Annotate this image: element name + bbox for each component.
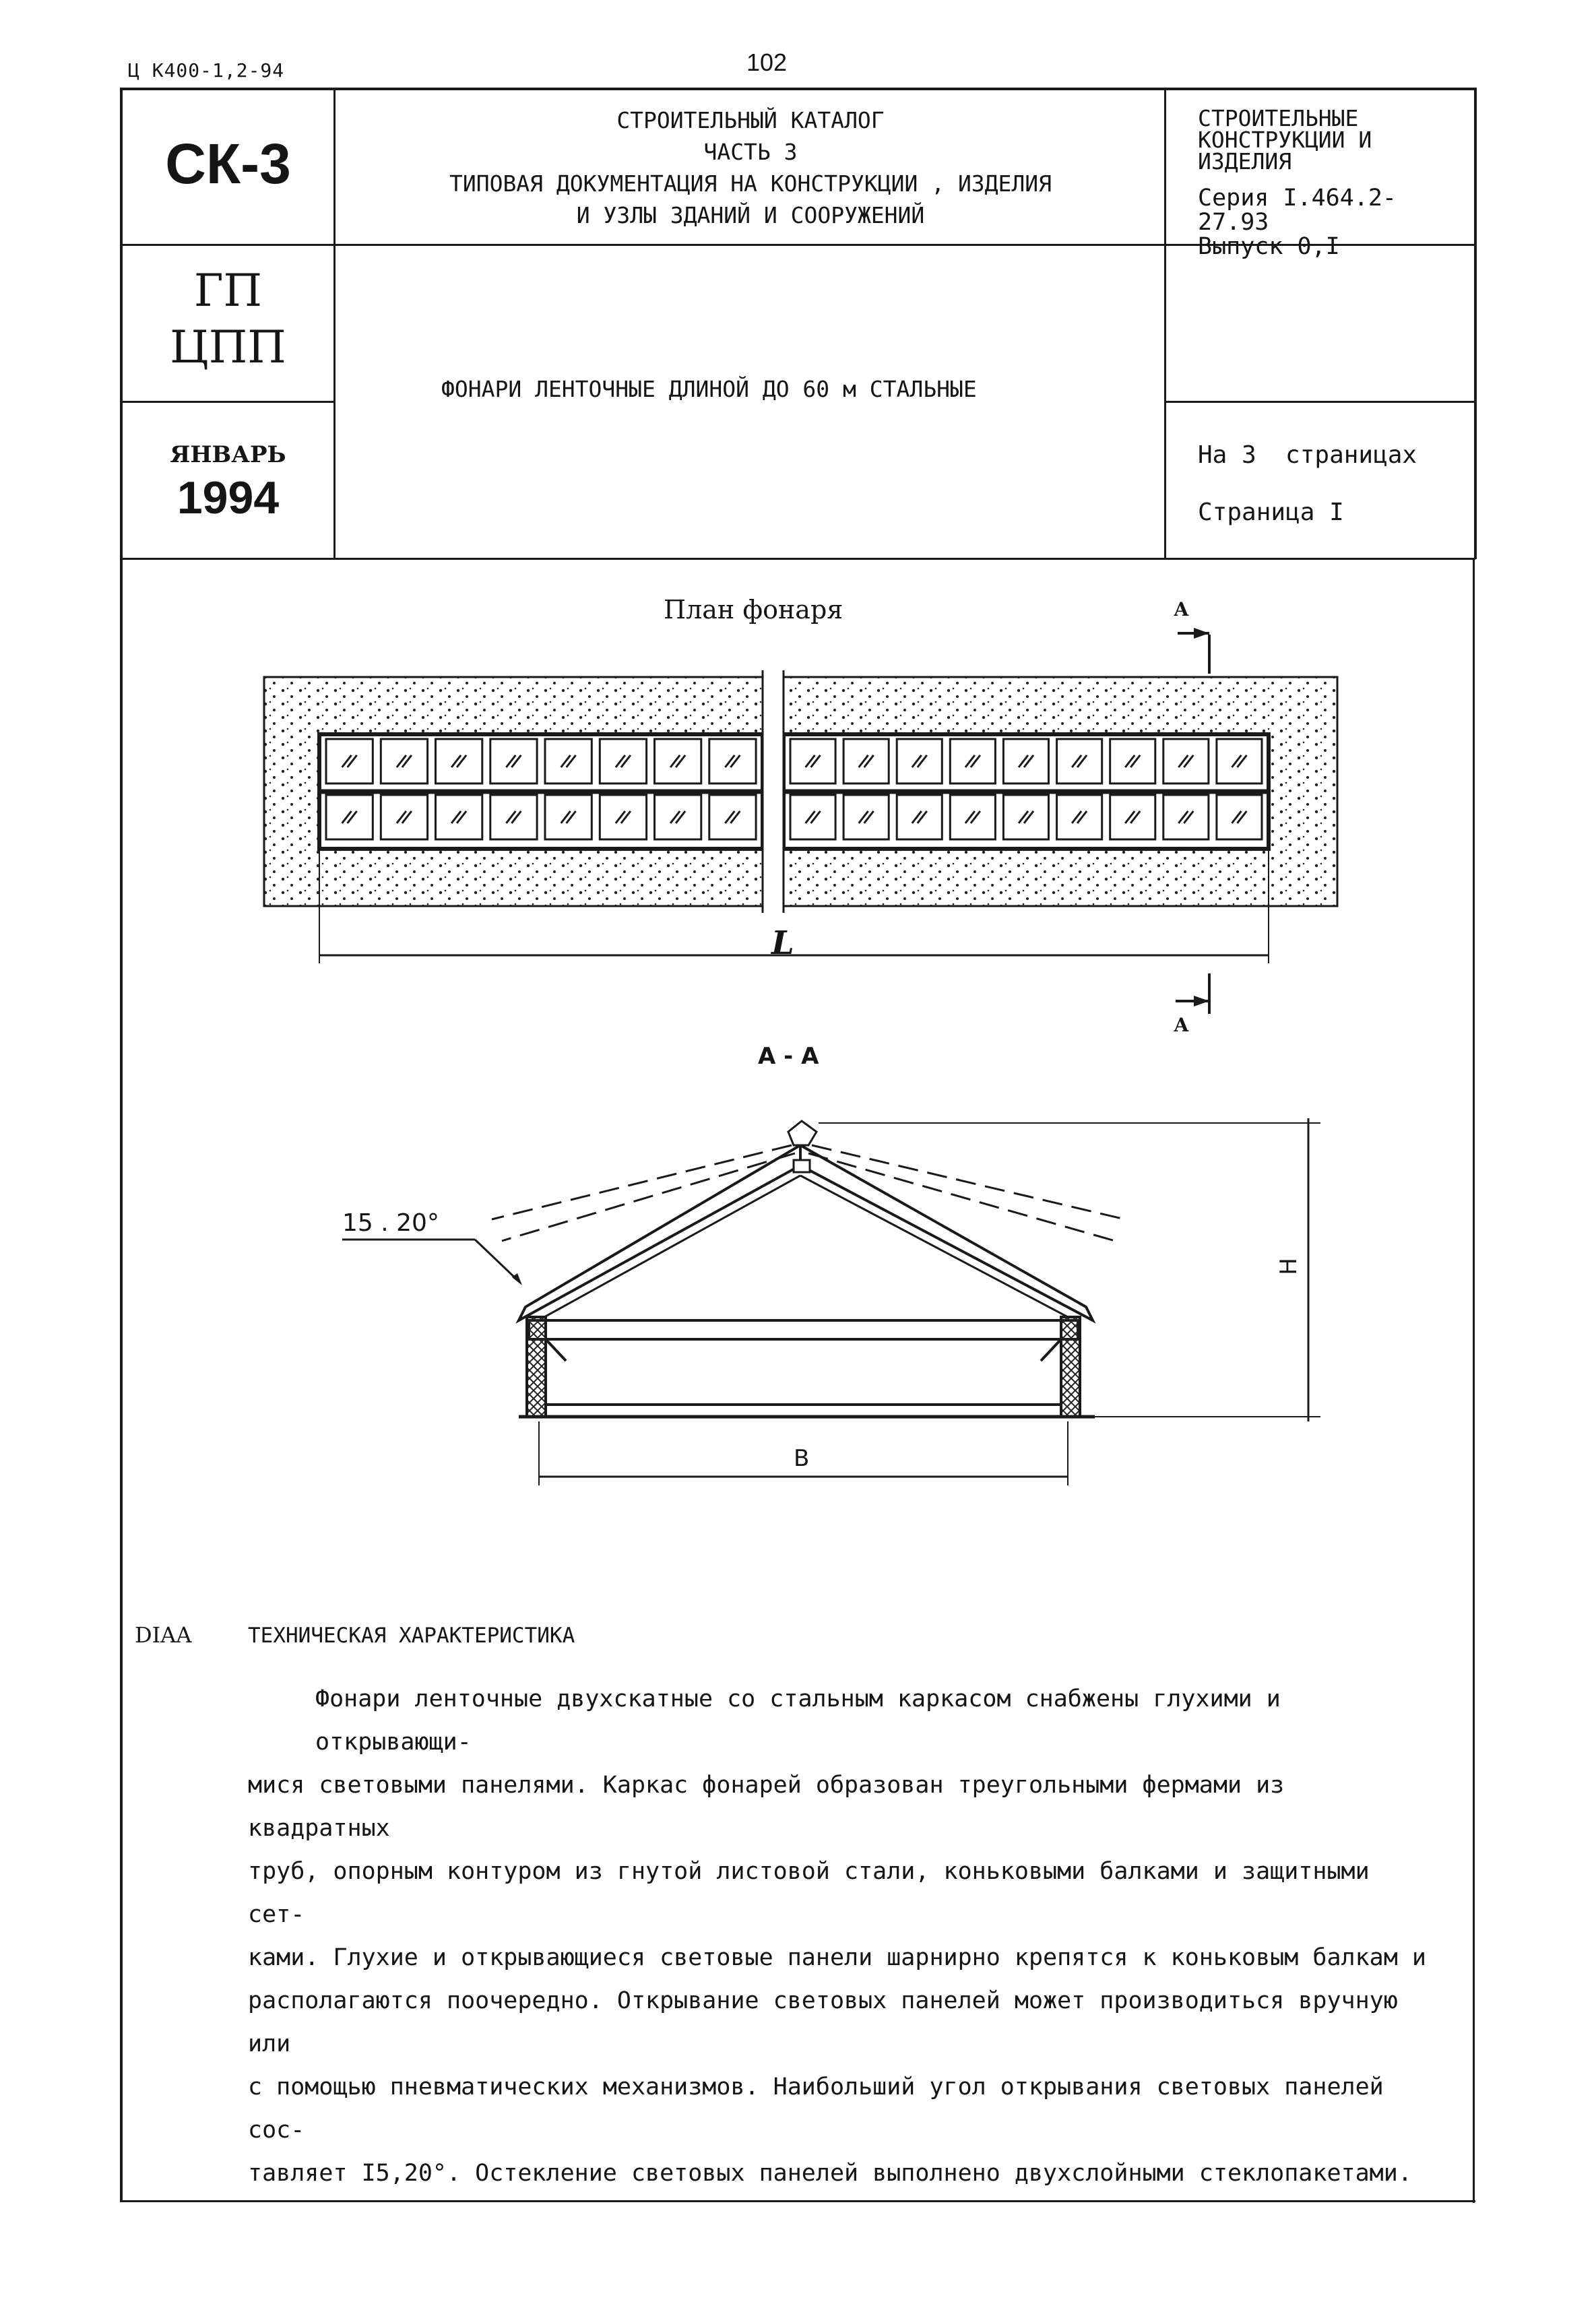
plan-left-slab [264, 677, 763, 906]
glazing-panel [326, 739, 373, 783]
glazing-panel [709, 795, 756, 839]
glazing-panel [843, 795, 889, 839]
glazing-panel [1110, 795, 1155, 839]
org-line: ЦПП [170, 321, 286, 373]
plan-break-line [763, 670, 784, 913]
tech-line: Фонари ленточные двухскатные со стальным каркасом снабжены глухими и открывающи- [315, 1686, 1281, 1756]
glazing-panel [600, 795, 646, 839]
glazing-panel [897, 795, 942, 839]
section-title: А - А [758, 1043, 819, 1070]
issue-number: Выпуск 0,I [1198, 233, 1340, 260]
org-line: ГП [193, 265, 263, 317]
page-number: 102 [746, 49, 788, 76]
page-current: Страница I [1198, 499, 1344, 526]
glazing-panel [1003, 795, 1048, 839]
angle-label: 15 . 20° [342, 1209, 439, 1237]
glazing-panel [655, 739, 701, 783]
series-number: Серия I.464.2-27.93 [1198, 185, 1397, 236]
tech-heading: ТЕХНИЧЕСКАЯ ХАРАКТЕРИСТИКА [248, 1624, 575, 1648]
catalog-code: СК-3 [165, 132, 291, 195]
glazing-panel [950, 739, 995, 783]
width-label: B [794, 1445, 810, 1472]
glazing-panel [709, 739, 756, 783]
section-line: КОНСТРУКЦИИ И [1198, 127, 1372, 153]
glazing-panel [545, 795, 592, 839]
glazing-panel [1057, 739, 1102, 783]
section-line: ИЗДЕЛИЯ [1198, 148, 1292, 174]
angle-leader [342, 1240, 522, 1285]
glazing-panel [790, 739, 835, 783]
glazing-panel [490, 795, 537, 839]
glazing-panel [655, 795, 701, 839]
glazing-panel [843, 739, 889, 783]
section-marker-label: А [1174, 1014, 1189, 1036]
tech-line: с помощью пневматических механизмов. Наибольший угол открывания световых панелей сос- [248, 2074, 1384, 2144]
glazing-panel [790, 795, 835, 839]
month: ЯНВАРЬ [170, 441, 286, 468]
pages-total: На 3 страницах [1198, 441, 1417, 469]
glazing-panel [545, 739, 592, 783]
section-line: СТРОИТЕЛЬНЫЕ [1198, 105, 1359, 131]
glazing-panel [1057, 795, 1102, 839]
tech-line: ками. Глухие и открывающиеся световые панели шарнирно крепятся к коньковым балкам и [248, 1944, 1426, 1971]
height-label: H [1275, 1258, 1302, 1275]
plan-right-slab [784, 677, 1337, 906]
section-marker-top [1178, 628, 1209, 674]
catalog-line: ТИПОВАЯ ДОКУМЕНТАЦИЯ НА КОНСТРУКЦИИ , ИЗДЕЛИЯ [449, 170, 1052, 197]
glazing-panel [1163, 739, 1209, 783]
tech-code: DIAA [135, 1622, 192, 1648]
glazing-panel [381, 795, 427, 839]
glazing-panel [436, 795, 482, 839]
glazing-panel [381, 739, 427, 783]
glazing-panel [1110, 739, 1155, 783]
catalog-line: ЧАСТЬ 3 [703, 139, 798, 165]
glazing-panel [1217, 795, 1262, 839]
glazing-panel [600, 739, 646, 783]
glazing-panel [436, 739, 482, 783]
tech-line: труб, опорным контуром из гнутой листовой стали, коньковыми балками и защитными сет- [248, 1858, 1370, 1928]
tech-line: располагаются поочередно. Открывание световых панелей может производиться вручную или [248, 1987, 1398, 2057]
tech-line: тавляет I5,20°. Остекление световых панелей выполнено двухслойными стеклопакетами. [248, 2160, 1412, 2187]
section-view [492, 1121, 1125, 1417]
glazing-panel [490, 739, 537, 783]
glazing-panel [326, 795, 373, 839]
catalog-line: СТРОИТЕЛЬНЫЙ КАТАЛОГ [616, 107, 885, 133]
glazing-panel [950, 795, 995, 839]
tech-line: мися световыми панелями. Каркас фонарей образован треугольными фермами из квадратных [248, 1772, 1285, 1842]
glazing-panel [1163, 795, 1209, 839]
section-marker-bottom [1176, 973, 1209, 1014]
plan-title: План фонаря [664, 595, 843, 624]
catalog-line: И УЗЛЫ ЗДАНИЙ И СООРУЖЕНИЙ [576, 202, 925, 228]
length-label: L [771, 924, 794, 962]
product-title: ФОНАРИ ЛЕНТОЧНЫЕ ДЛИНОЙ ДО 60 м СТАЛЬНЫЕ [441, 376, 977, 402]
glazing-panel [1217, 739, 1262, 783]
year: 1994 [177, 472, 280, 523]
glazing-panel [897, 739, 942, 783]
glazing-panel [1003, 739, 1048, 783]
tech-description [248, 1677, 1440, 2195]
section-marker-label: А [1174, 598, 1189, 620]
document-code: Ц К400-1,2-94 [128, 59, 285, 82]
